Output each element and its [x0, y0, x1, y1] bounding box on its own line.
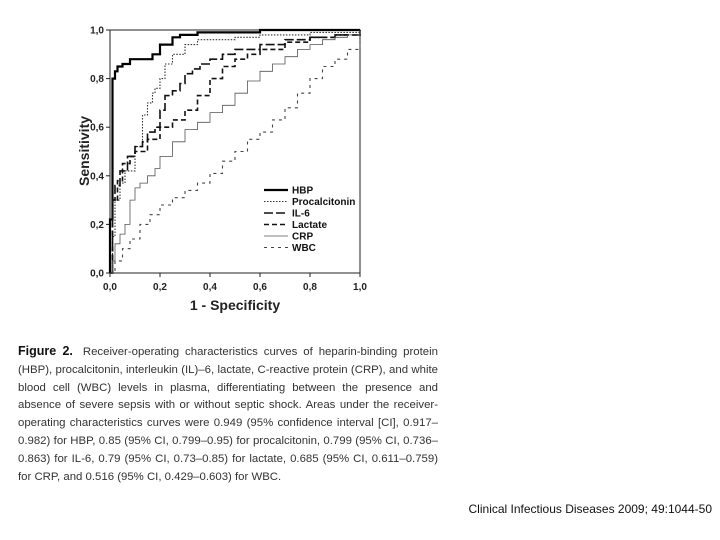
- x-tick-label: 0,2: [153, 282, 167, 293]
- x-tick-label: 0,6: [253, 282, 267, 293]
- x-tick-label: 1,0: [353, 282, 367, 293]
- roc-curves: [110, 30, 360, 273]
- y-axis-title: Sensitivity: [76, 115, 92, 187]
- caption-label: Figure 2.: [18, 344, 73, 358]
- y-tick-label: 1,0: [90, 25, 104, 37]
- y-tick-label: 0,2: [90, 219, 104, 231]
- citation: Clinical Infectious Diseases 2009; 49:1044-50: [468, 502, 712, 516]
- y-tick-label: 0,4: [90, 171, 104, 183]
- figure-caption: [18, 343, 438, 486]
- legend: [264, 186, 355, 255]
- roc-curve-wbc: [110, 40, 360, 273]
- legend-label: IL-6: [292, 208, 310, 220]
- y-tick-label: 0,8: [90, 74, 104, 86]
- x-tick-label: 0,4: [203, 282, 217, 293]
- legend-label: HBP: [292, 185, 314, 197]
- x-tick-label: 0,0: [103, 282, 117, 293]
- legend-label: Procalcitonin: [292, 197, 356, 208]
- caption-text: Receiver-operating characteristics curves of heparin-binding protein (HBP), procalcitonin, interleukin (IL)–6, lactate, C-reactive protein (CRP), and white blood cell (WBC) levels in plasma, differentiating between the presence and absence of severe sepsis with or without septic shock. Areas under the receiver-operating characteristics curves were 0.949 (95% confidence interval [CI], 0.917–0.982) for HBP, 0.85 (95% CI, 0.799–0.95) for procalcitonin, 0.799 (95% CI, 0.736–0.863) for IL-6, 0.79 (95% CI, 0.73–0.85) for lactate, 0.685 (95% CI, 0.611–0.759) for CRP, and 0.516 (95% CI, 0.429–0.603) for WBC.: [18, 346, 438, 483]
- legend-label: Lactate: [292, 220, 328, 231]
- x-tick-label: 0,8: [303, 282, 317, 293]
- x-tick-labels: [103, 282, 367, 293]
- y-tick-label: 0,0: [90, 268, 104, 280]
- y-tick-label: 0,6: [90, 122, 104, 134]
- y-tick-labels: [90, 26, 104, 280]
- legend-label: CRP: [292, 231, 314, 243]
- legend-label: WBC: [292, 243, 316, 254]
- x-axis-title: 1 - Specificity: [189, 297, 281, 313]
